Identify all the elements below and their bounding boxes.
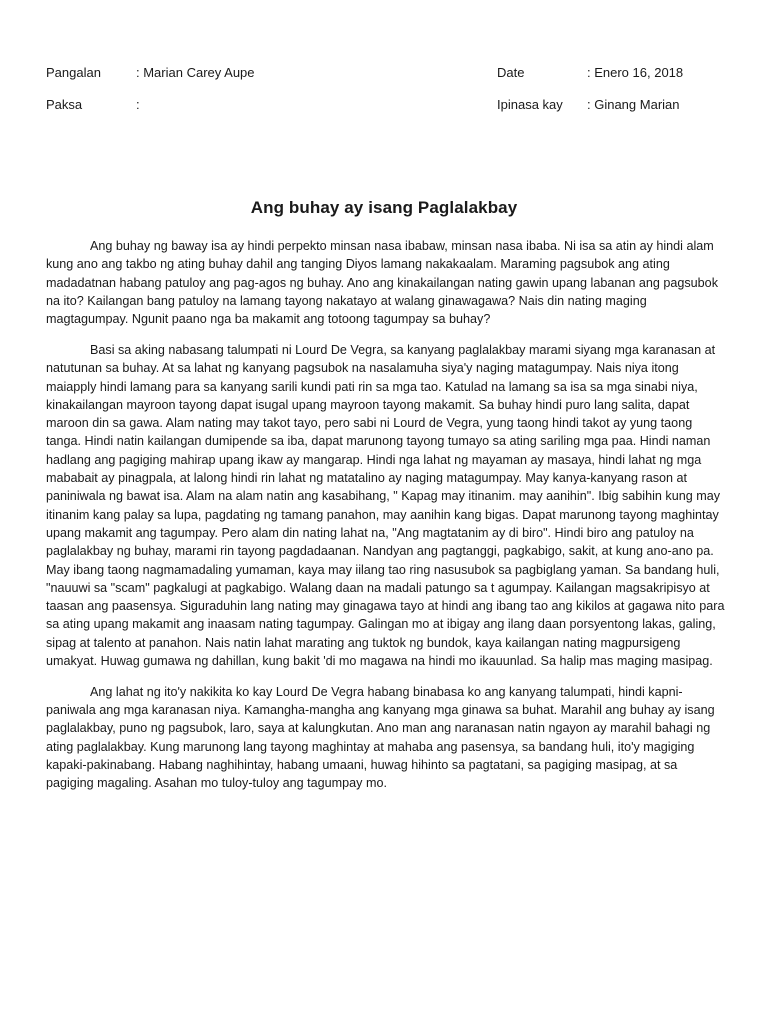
recipient-value: : Ginang Marian bbox=[587, 97, 680, 112]
topic-label: Paksa bbox=[46, 97, 83, 112]
date-value: : Enero 16, 2018 bbox=[587, 65, 684, 80]
header-row-name-date bbox=[0, 65, 768, 83]
essay-paragraph-3: Ang lahat ng ito'y nakikita ko kay Lourd De Vegra habang binabasa ko ang kanyang talumpati, hindi kapni-paniwala ang mga karanasan niya. Kamangha-mangha ang kanyang mga ginawa sa buhat. Marahil ang buhay ay isang paglalakbay, puno ng pagsubok, laro, saya at kalungkutan. Ano man ang naranasan natin ngayon ay marahil bahagi ng ating paglalakbay. Kung marunong lang tayong maghintay at mahaba ang pasensya, sa bandang huli, ito'y magiging kapaki-pakinabang. Habang naghihintay, habang umaani, huwag hihinto sa pagtatani, sa pagiging masipag, at sa pagiging magaling. Asahan mo tuloy-tuloy ang tagumpay mo. bbox=[46, 684, 715, 791]
name-label: Pangalan bbox=[46, 65, 101, 80]
name-value: : Marian Carey Aupe bbox=[136, 65, 255, 80]
date-label: Date bbox=[497, 65, 525, 80]
essay-body bbox=[46, 237, 726, 805]
topic-value: : bbox=[136, 97, 140, 112]
recipient-label: Ipinasa kay bbox=[497, 97, 563, 112]
essay-paragraph-1: Ang buhay ng baway isa ay hindi perpekto minsan nasa ibabaw, minsan nasa ibaba. Ni isa sa atin ay hindi alam kung ano ang takbo ng ating buhay dahil ang tanging Diyos lamang nakakaalam. Maraming pagsubok ang ating madadatnan habang patuloy ang pag-agos ng buhay. Ano ang kinakailangan nating gawin upang labanan ang pagsubok na ito? Kailangan bang patuloy na lamang tayong nakatayo at walang ginawagawa? Nais din nating maging magtagumpay. Ngunit paano nga ba makamit ang totoong tagumpay sa buhay? bbox=[46, 239, 718, 327]
essay-title: Ang buhay ay isang Paglalakbay bbox=[250, 198, 518, 217]
header-row-topic-recipient bbox=[0, 97, 768, 115]
essay-paragraph-2: Basi sa aking nabasang talumpati ni Lourd De Vegra, sa kanyang paglalakbay marami siyang mga karanasan at natutunan sa buhay. At sa lahat ng kanyang pagsubok na nasalamuha siya'y naging matagumpay. Nais niya itong maiapply hindi lamang para sa kanyang sarili kundi pati rin sa mga tao. Katulad na lamang sa isa sa mga sinabi niya, kinakailangan mayroon tayong dapat isugal upang mayroon tayong makamit. Sa buhay hindi puro lang salita, dapat maroon din sa gawa. Alam nating may takot tayo, pero sabi ni Lourd de Vegra, yung taong hindi takot ay yung taong tanga. Hindi natin kailangan dumipende sa iba, dapat marunong tayong tumayo sa ating sariling mga paa. Hindi naman hadlang ang pagiging mahirap upang ikaw ay mangarap. Hindi nga lahat ng mayaman ay masaya, hindi lahat ng mga mababait ay pinagpala, at lalong hindi rin lahat ng matatalino ay naging matagumpay. May kanya-kanyang rason at paniniwala ng bawat isa. Alam na alam natin ang kasabihang, " Kapag may itinanim. may aanihin". Ibig sabihin kung may itinanim kang palay sa lupa, pagdating ng tamang panahon, may aanihin kang bigas. Dapat marunong tayong maghintay upang makamit ang tagumpay. Pero alam din nating lahat na, "Ang magtatanim ay di biro". Hindi biro ang patuloy na paglalakbay ng buhay, marami rin tayong pagdadaanan. Nandyan ang pagtanggi, pagkabigo, sakit, at kung ano-ano pa. May ibang taong nagmamadaling yumaman, kaya may iilang tao ring nasusubok sa pagbiglang yaman. Sa bandang huli, "nauuwi sa "scam" pagkalugi at pagkabigo. Walang daan na madali patungo sa t agumpay. Kailangan magsakripisyo at taasan ang paasensya. Siguraduhin lang nating may ginagawa tayo at hindi ang ibang tao ang kikilos at gagawa nito para sa ating upang makamit ang inaasam nating tagumpay. Galingan mo at ibigay ang ilang daan porsyentong lakas, galing, sipag at talento at panahon. Nais natin lahat marating ang tuktok ng bundok, kaya kailangan nating magpursigeng umakyat. Huwag gumawa ng dahillan, kung bakit 'di mo magawa na hindi mo ikauunlad. Sa halip mas maging masipag. bbox=[46, 342, 725, 669]
